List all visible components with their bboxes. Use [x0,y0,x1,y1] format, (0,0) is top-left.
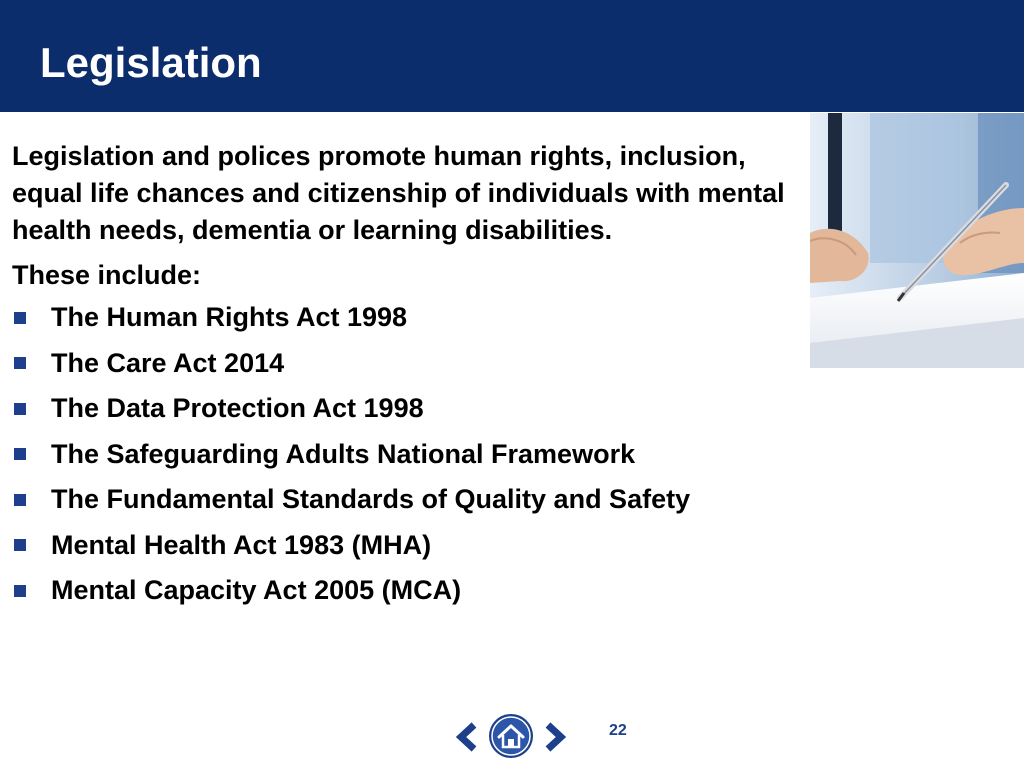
list-item-text: The Fundamental Standards of Quality and Safety [51,484,691,514]
list-item [12,477,802,523]
square-bullet-icon [14,403,26,415]
list-item [12,568,802,614]
list-item [12,432,802,478]
list-item-text: Mental Health Act 1983 (MHA) [51,529,432,560]
square-bullet-icon [14,312,26,324]
square-bullet-icon [14,585,26,597]
chevron-right-icon [540,722,570,752]
chevron-left-icon [452,722,482,752]
home-icon [488,713,534,759]
previous-slide-button[interactable] [452,722,482,752]
intro-paragraph: Legislation and polices promote human rights, inclusion, equal life chances and citizenship of individuals with mental health needs, dementia or learning disabilities. [12,141,785,245]
list-item-text: Mental Capacity Act 2005 (MCA) [51,575,462,605]
list-item-text: The Data Protection Act 1998 [51,393,424,423]
list-lead-text: These include: [12,260,202,290]
slide-title: Legislation [40,39,262,86]
square-bullet-icon [14,357,26,369]
square-bullet-icon [14,539,26,551]
title-bar [0,0,1024,112]
page-number: 22 [609,722,627,739]
list-item [12,295,802,341]
next-slide-button[interactable] [540,722,570,752]
list-item-text: The Safeguarding Adults National Framework [51,438,636,469]
home-button[interactable] [488,713,534,759]
square-bullet-icon [14,494,26,506]
list-item-text: The Human Rights Act 1998 [51,302,408,332]
list-item [12,341,802,387]
list-item [12,523,802,569]
slide-navigation [448,712,578,760]
slide-body [12,138,802,614]
legislation-list [12,295,802,614]
list-item-text: The Care Act 2014 [51,347,285,378]
hand-writing-photo [810,113,1024,368]
square-bullet-icon [14,448,26,460]
hand-signing-document-illustration [810,113,1024,368]
list-item [12,386,802,432]
